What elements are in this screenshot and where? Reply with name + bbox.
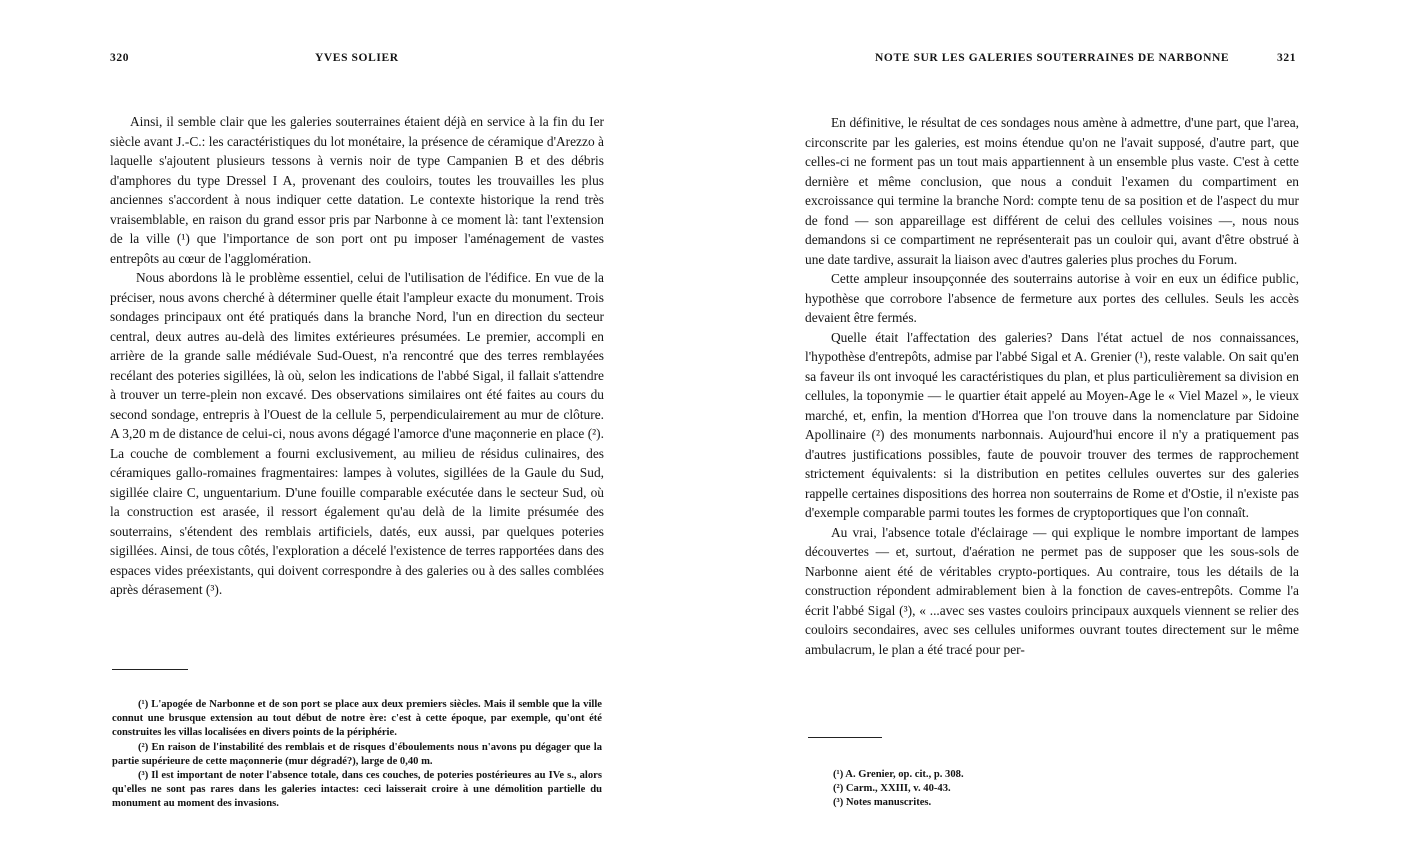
paragraph: Cette ampleur insoupçonnée des souterrains autorise à voir en eux un édifice public, hypothèse que corrobore l'absence de fermeture aux portes des cellules. Seuls les accès devaient être fermés. bbox=[805, 271, 1299, 325]
footnote-rule bbox=[112, 669, 188, 670]
body-text bbox=[110, 112, 604, 600]
running-head: NOTE SUR LES GALERIES SOUTERRAINES DE NARBONNE bbox=[875, 52, 1230, 64]
page-number: 321 bbox=[1277, 52, 1297, 64]
footnote: (²) Carm., XXIII, v. 40-43. bbox=[833, 783, 951, 795]
paragraph: Ainsi, il semble clair que les galeries souterraines étaient déjà en service à la fin du Ier siècle avant J.-C.: les caractéristiques du lot monétaire, la présence de céramique d'Arezzo à laquelle s'ajoutent plusieurs tessons à vernis noir de type Campanien B et des débris d'amphores du type Dressel I A, provenant des couloirs, toutes les trouvailles les plus anciennes s'accordent à nous indiquer cette datation. Le contexte historique la rend très vraisemblable, en raison du grand essor pris par Narbonne à ce moment là: tant l'extension de la ville (¹) que l'importance de son port ont pu imposer l'aménagement de vastes entrepôts au cœur de l'agglomération. bbox=[110, 114, 604, 266]
page-number: 320 bbox=[110, 52, 130, 64]
right-page bbox=[705, 0, 1411, 863]
paragraph: Nous abordons là le problème essentiel, celui de l'utilisation de l'édifice. En vue de la préciser, nous avons cherché à déterminer quelle était l'ampleur exacte du monument. Trois sondages principaux ont été pratiqués dans la branche Nord, l'un en direction du secteur central, deux autres au-delà des limites extérieures présumées. Le premier, accompli en arrière de la grande salle médiévale Sud-Ouest, n'a rencontré que des terres remblayées recélant des poteries sigillées, là où, selon les indications de l'abbé Sigal, il fallait s'attendre à trouver un terre-plein non excavé. Des observations similaires ont été faites au cours du second sondage, entrepris à l'Ouest de la cellule 5, perpendiculairement au mur de clôture. A 3,20 m de distance de celui-ci, nous avons dégagé l'amorce d'une maçonnerie en place (²). La couche de comblement a fourni exclusivement, au milieu de résidus culinaires, des céramiques gallo-romaines fragmentaires: lampes à volutes, sigillées de la Gaule du Sud, sigillée claire C, unguentarium. D'une fouille comparable exécutée dans le secteur Sud, où la construction est arasée, il ressort également qu'au delà de la limite présumée des souterrains, s'étendent des remblais artificiels, datés, eux aussi, par quelques poteries sigillées. Ainsi, de tous côtés, l'exploration a décelé l'existence de terres rapportées dans des espaces vides préexistants, qui doivent correspondre à des galeries ou à des salles comblées après dérasement (³). bbox=[110, 270, 604, 597]
paragraph: En définitive, le résultat de ces sondages nous amène à admettre, d'une part, que l'area, circonscrite par les galeries, est moins étendue qu'on ne l'avait supposé, d'autre part, que celles-ci ne forment pas un tout mais appartiennent à un ensemble plus vaste. C'est à cette dernière et même conclusion, que nous a conduit l'examen du compartiment en excroissance qui termine la branche Nord: compte tenu de sa position et de l'aspect du mur de fond — son appareillage est différent de celui des cellules voisines —, nous nous demandons si ce compartiment ne représenterait pas un couloir qui, avant d'être obstrué à une date tardive, assurait la liaison avec d'autres galeries plus proches du Forum. bbox=[805, 115, 1299, 267]
footnote: (³) Notes manuscrites. bbox=[833, 797, 932, 809]
footnotes bbox=[833, 768, 1293, 811]
paragraph: Quelle était l'affectation des galeries? Dans l'état actuel de nos connaissances, l'hypothèse d'entrepôts, admise par l'abbé Sigal et A. Grenier (¹), reste valable. On sait qu'en sa faveur ils ont invoqué les caractéristiques du plan, et plus particulièrement sa division en cellules, la toponymie — le quartier était appelé au Moyen-Age le « Viel Mazel », le vieux marché, et, enfin, la mention d'Horrea que l'on trouve dans la nomenclature par Sidoine Apollinaire (²) des monuments narbonnais. Aujourd'hui encore il n'y a pratiquement pas d'autres justifications possibles, faute de pouvoir trouver des termes de rapprochement strictement équivalents: si la distribution en petites cellules ouvertes sur des galeries rappelle certaines dispositions des horrea non souterrains de Rome et d'Ostie, il n'existe pas d'exemple comparable parmi toutes les formes de cryptoportiques que l'on connaît. bbox=[805, 329, 1299, 520]
body-text bbox=[805, 113, 1299, 659]
footnote: (¹) A. Grenier, op. cit., p. 308. bbox=[833, 769, 964, 780]
footnotes bbox=[112, 698, 602, 812]
paragraph: Au vrai, l'absence totale d'éclairage — qui explique le nombre important de lampes découvertes — et, surtout, d'aération ne permet pas de supposer que les sous-sols de Narbonne aient été de véritables crypto-portiques. Au contraire, tous les détails de la construction répondent admirablement bien à la fonction de caves-entrepôts. Comme l'a écrit l'abbé Sigal (³), « ...avec ses vastes couloirs principaux auxquels viennent se relier des couloirs secondaires, avec ses cellules uniformes ouvrant toutes directement sur le même ambulacrum, le plan a été tracé pour per- bbox=[805, 524, 1299, 657]
left-page bbox=[0, 0, 705, 863]
footnote: (²) En raison de l'instabilité des remblais et de risques d'éboulements nous n'avons pu dégager que la partie supérieure de cette maçonnerie (mur dégradé?), large de 0,40 m. bbox=[112, 741, 602, 767]
footnote: (¹) L'apogée de Narbonne et de son port se place aux deux premiers siècles. Mais il semble que la ville connut une brusque extension au tout début de notre ère: c'est à cette époque, par exemple, qu'ont été construites les villas localisées en divers points de la périphérie. bbox=[112, 699, 602, 739]
footnote: (³) Il est important de noter l'absence totale, dans ces couches, de poteries postérieures au IVe s., alors qu'elles ne sont pas rares dans les galeries intactes: ceci laisserait croire à une démolition partielle du monument au moment des invasions. bbox=[112, 770, 602, 810]
running-head: YVES SOLIER bbox=[315, 52, 399, 64]
footnote-rule bbox=[808, 737, 882, 738]
